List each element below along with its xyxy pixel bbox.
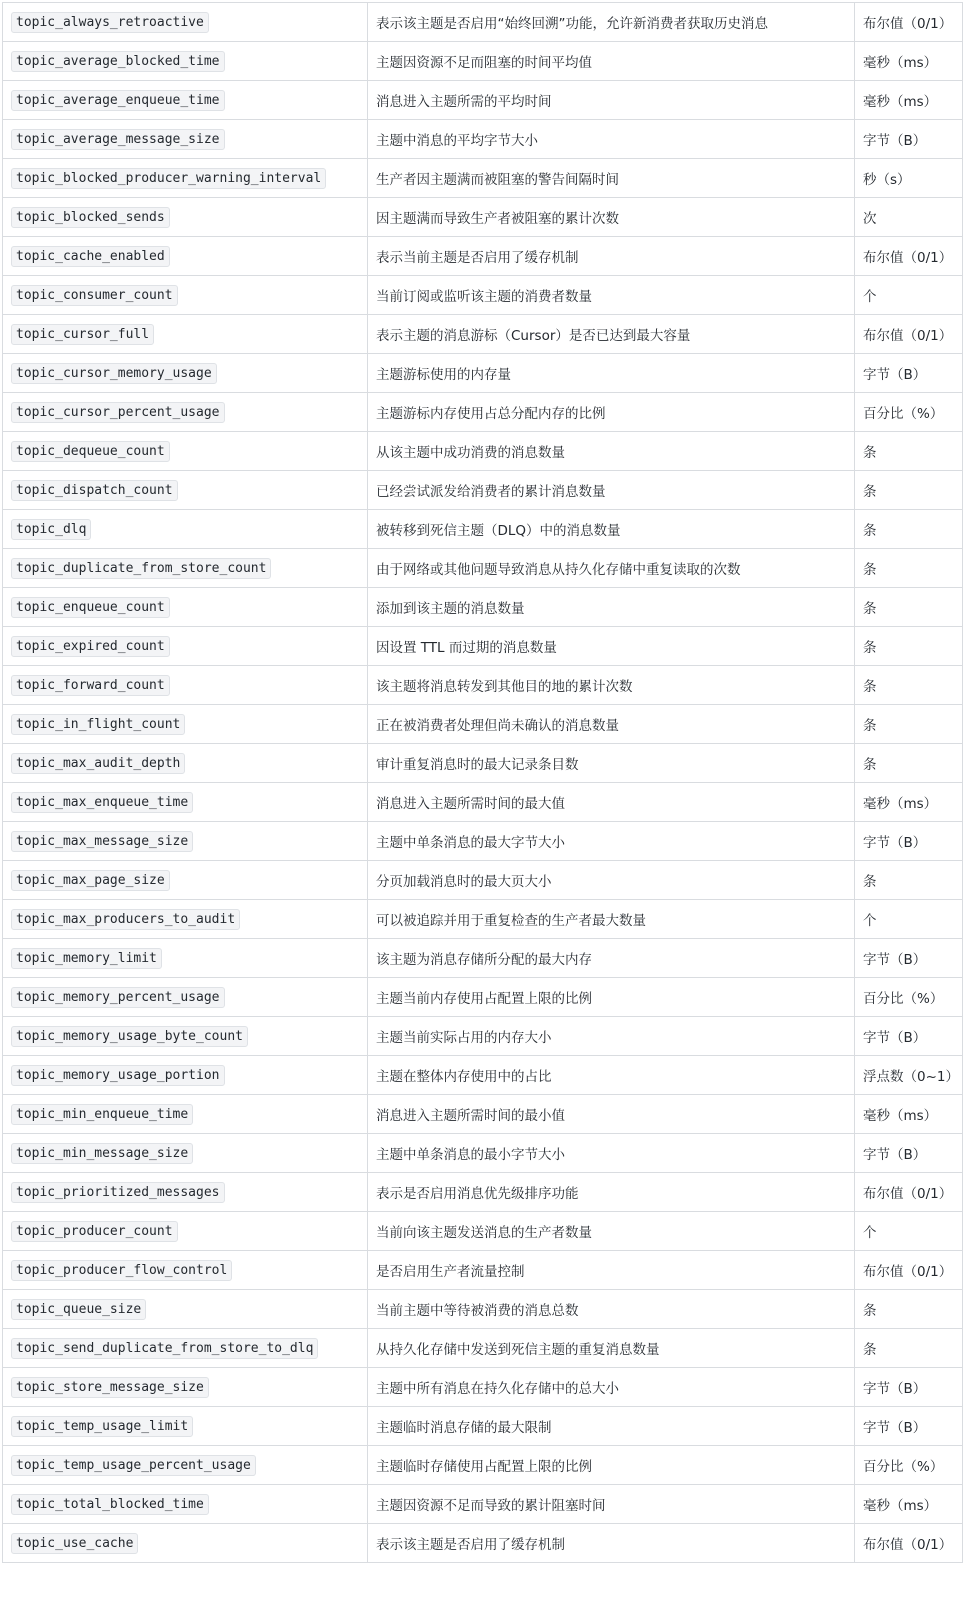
metric-unit: 条 — [855, 549, 963, 588]
metric-description: 主题因资源不足而阻塞的时间平均值 — [368, 42, 855, 81]
metric-description: 主题中消息的平均字节大小 — [368, 120, 855, 159]
metric-description: 主题当前内存使用占配置上限的比例 — [368, 978, 855, 1017]
metric-name: topic_producer_count — [11, 1221, 178, 1242]
metric-name: topic_duplicate_from_store_count — [11, 558, 271, 579]
metric-description: 表示该主题是否启用了缓存机制 — [368, 1524, 855, 1563]
metric-name: topic_temp_usage_percent_usage — [11, 1455, 256, 1476]
metric-unit: 字节（B） — [855, 822, 963, 861]
metric-name-cell — [3, 1368, 368, 1407]
metric-name: topic_forward_count — [11, 675, 170, 696]
metric-name: topic_memory_usage_byte_count — [11, 1026, 248, 1047]
metric-description: 主题中所有消息在持久化存储中的总大小 — [368, 1368, 855, 1407]
metric-unit: 百分比（%） — [855, 393, 963, 432]
table-row — [3, 861, 963, 900]
metric-description: 主题游标使用的内存量 — [368, 354, 855, 393]
table-row — [3, 1329, 963, 1368]
metric-name: topic_average_enqueue_time — [11, 90, 225, 111]
metric-name: topic_total_blocked_time — [11, 1494, 209, 1515]
metric-description: 被转移到死信主题（DLQ）中的消息数量 — [368, 510, 855, 549]
metric-name: topic_enqueue_count — [11, 597, 170, 618]
metric-name: topic_prioritized_messages — [11, 1182, 225, 1203]
metric-description: 可以被追踪并用于重复检查的生产者最大数量 — [368, 900, 855, 939]
metric-name: topic_memory_limit — [11, 948, 162, 969]
metric-name-cell — [3, 471, 368, 510]
metric-name: topic_max_audit_depth — [11, 753, 185, 774]
metric-unit: 个 — [855, 276, 963, 315]
metric-description: 已经尝试派发给消费者的累计消息数量 — [368, 471, 855, 510]
table-row — [3, 432, 963, 471]
metric-name-cell — [3, 1134, 368, 1173]
metric-name-cell — [3, 393, 368, 432]
table-row — [3, 1173, 963, 1212]
metrics-table-body — [3, 3, 963, 1563]
table-row — [3, 1446, 963, 1485]
metric-unit: 布尔值（0/1） — [855, 1173, 963, 1212]
metric-description: 主题中单条消息的最小字节大小 — [368, 1134, 855, 1173]
metric-name: topic_send_duplicate_from_store_to_dlq — [11, 1338, 318, 1359]
metric-name-cell — [3, 861, 368, 900]
table-row — [3, 3, 963, 42]
table-row — [3, 705, 963, 744]
metric-description: 当前主题中等待被消费的消息总数 — [368, 1290, 855, 1329]
table-row — [3, 120, 963, 159]
metric-unit: 次 — [855, 198, 963, 237]
metric-name-cell — [3, 315, 368, 354]
table-row — [3, 81, 963, 120]
table-row — [3, 42, 963, 81]
metric-description: 主题因资源不足而导致的累计阻塞时间 — [368, 1485, 855, 1524]
metric-name: topic_blocked_sends — [11, 207, 170, 228]
metric-unit: 字节（B） — [855, 1407, 963, 1446]
metric-unit: 字节（B） — [855, 120, 963, 159]
metric-description: 由于网络或其他问题导致消息从持久化存储中重复读取的次数 — [368, 549, 855, 588]
metric-name: topic_max_page_size — [11, 870, 170, 891]
table-row — [3, 939, 963, 978]
metric-name: topic_dequeue_count — [11, 441, 170, 462]
metric-description: 主题当前实际占用的内存大小 — [368, 1017, 855, 1056]
metric-unit: 字节（B） — [855, 354, 963, 393]
metric-name: topic_dlq — [11, 519, 91, 540]
metric-name-cell — [3, 705, 368, 744]
metric-description: 表示是否启用消息优先级排序功能 — [368, 1173, 855, 1212]
metric-name-cell — [3, 1290, 368, 1329]
table-row — [3, 627, 963, 666]
metric-unit: 布尔值（0/1） — [855, 3, 963, 42]
metric-name-cell — [3, 159, 368, 198]
metric-unit: 毫秒（ms） — [855, 783, 963, 822]
metric-description: 该主题将消息转发到其他目的地的累计次数 — [368, 666, 855, 705]
metric-unit: 字节（B） — [855, 1368, 963, 1407]
metric-description: 消息进入主题所需的平均时间 — [368, 81, 855, 120]
metric-name: topic_queue_size — [11, 1299, 146, 1320]
metric-unit: 毫秒（ms） — [855, 1485, 963, 1524]
table-row — [3, 1056, 963, 1095]
metric-unit: 毫秒（ms） — [855, 42, 963, 81]
metric-name-cell — [3, 120, 368, 159]
metric-description: 分页加载消息时的最大页大小 — [368, 861, 855, 900]
metric-unit: 条 — [855, 627, 963, 666]
metric-name: topic_always_retroactive — [11, 12, 209, 33]
metric-unit: 条 — [855, 588, 963, 627]
metric-name-cell — [3, 1524, 368, 1563]
metric-name: topic_max_producers_to_audit — [11, 909, 240, 930]
metric-name: topic_store_message_size — [11, 1377, 209, 1398]
table-row — [3, 666, 963, 705]
metric-unit: 条 — [855, 744, 963, 783]
metric-name-cell — [3, 42, 368, 81]
metric-name-cell — [3, 432, 368, 471]
metric-name-cell — [3, 3, 368, 42]
metric-name-cell — [3, 1017, 368, 1056]
table-row — [3, 1368, 963, 1407]
metric-name: topic_min_enqueue_time — [11, 1104, 193, 1125]
metric-description: 消息进入主题所需时间的最小值 — [368, 1095, 855, 1134]
metrics-table — [2, 2, 963, 1563]
metric-description: 生产者因主题满而被阻塞的警告间隔时间 — [368, 159, 855, 198]
metric-name-cell — [3, 744, 368, 783]
metric-unit: 布尔值（0/1） — [855, 237, 963, 276]
metric-name: topic_cache_enabled — [11, 246, 170, 267]
metric-name: topic_cursor_full — [11, 324, 154, 345]
metric-unit: 条 — [855, 666, 963, 705]
metric-description: 从持久化存储中发送到死信主题的重复消息数量 — [368, 1329, 855, 1368]
table-row — [3, 159, 963, 198]
metric-name-cell — [3, 666, 368, 705]
metric-name: topic_average_blocked_time — [11, 51, 225, 72]
table-row — [3, 1251, 963, 1290]
table-row — [3, 549, 963, 588]
metric-unit: 条 — [855, 861, 963, 900]
metric-description: 是否启用生产者流量控制 — [368, 1251, 855, 1290]
metric-name-cell — [3, 900, 368, 939]
table-row — [3, 276, 963, 315]
metric-name-cell — [3, 198, 368, 237]
metric-description: 添加到该主题的消息数量 — [368, 588, 855, 627]
metric-unit: 条 — [855, 1329, 963, 1368]
table-row — [3, 978, 963, 1017]
metric-description: 消息进入主题所需时间的最大值 — [368, 783, 855, 822]
metric-description: 当前订阅或监听该主题的消费者数量 — [368, 276, 855, 315]
metric-name: topic_use_cache — [11, 1533, 138, 1554]
metric-unit: 条 — [855, 471, 963, 510]
metric-description: 主题临时消息存储的最大限制 — [368, 1407, 855, 1446]
metric-name-cell — [3, 588, 368, 627]
table-row — [3, 900, 963, 939]
table-row — [3, 588, 963, 627]
metric-description: 因设置 TTL 而过期的消息数量 — [368, 627, 855, 666]
metric-unit: 条 — [855, 1290, 963, 1329]
metric-unit: 布尔值（0/1） — [855, 1524, 963, 1563]
metric-unit: 布尔值（0/1） — [855, 1251, 963, 1290]
metric-description: 正在被消费者处理但尚未确认的消息数量 — [368, 705, 855, 744]
metric-name-cell — [3, 627, 368, 666]
metric-unit: 布尔值（0/1） — [855, 315, 963, 354]
metric-name: topic_dispatch_count — [11, 480, 178, 501]
metric-unit: 毫秒（ms） — [855, 1095, 963, 1134]
table-row — [3, 1524, 963, 1563]
metric-name-cell — [3, 1485, 368, 1524]
metric-name-cell — [3, 822, 368, 861]
metric-name-cell — [3, 978, 368, 1017]
table-row — [3, 510, 963, 549]
metric-description: 表示当前主题是否启用了缓存机制 — [368, 237, 855, 276]
table-row — [3, 1485, 963, 1524]
table-row — [3, 1290, 963, 1329]
metric-name-cell — [3, 354, 368, 393]
metric-unit: 条 — [855, 432, 963, 471]
metric-name-cell — [3, 1095, 368, 1134]
metric-name-cell — [3, 1407, 368, 1446]
metric-unit: 百分比（%） — [855, 978, 963, 1017]
table-row — [3, 783, 963, 822]
metric-name: topic_memory_usage_portion — [11, 1065, 225, 1086]
metric-description: 审计重复消息时的最大记录条目数 — [368, 744, 855, 783]
metric-description: 表示该主题是否启用“始终回溯”功能，允许新消费者获取历史消息 — [368, 3, 855, 42]
metric-name-cell — [3, 237, 368, 276]
metric-name: topic_average_message_size — [11, 129, 225, 150]
metric-unit: 字节（B） — [855, 1017, 963, 1056]
table-row — [3, 1095, 963, 1134]
metric-name-cell — [3, 939, 368, 978]
metric-unit: 秒（s） — [855, 159, 963, 198]
table-row — [3, 822, 963, 861]
metric-name-cell — [3, 1173, 368, 1212]
metric-name: topic_blocked_producer_warning_interval — [11, 168, 326, 189]
metric-name-cell — [3, 1251, 368, 1290]
metric-name-cell — [3, 1446, 368, 1485]
metric-unit: 百分比（%） — [855, 1446, 963, 1485]
metric-name: topic_memory_percent_usage — [11, 987, 225, 1008]
metric-name-cell — [3, 549, 368, 588]
metric-name: topic_cursor_memory_usage — [11, 363, 217, 384]
metric-description: 主题在整体内存使用中的占比 — [368, 1056, 855, 1095]
metric-description: 主题游标内存使用占总分配内存的比例 — [368, 393, 855, 432]
metric-name: topic_temp_usage_limit — [11, 1416, 193, 1437]
metric-unit: 浮点数（0~1） — [855, 1056, 963, 1095]
table-row — [3, 471, 963, 510]
table-row — [3, 237, 963, 276]
metric-description: 当前向该主题发送消息的生产者数量 — [368, 1212, 855, 1251]
metric-name: topic_max_message_size — [11, 831, 193, 852]
metric-name-cell — [3, 276, 368, 315]
metric-name: topic_max_enqueue_time — [11, 792, 193, 813]
metric-name-cell — [3, 1056, 368, 1095]
metric-name-cell — [3, 1212, 368, 1251]
metric-unit: 字节（B） — [855, 939, 963, 978]
metric-unit: 毫秒（ms） — [855, 81, 963, 120]
table-row — [3, 198, 963, 237]
metric-description: 该主题为消息存储所分配的最大内存 — [368, 939, 855, 978]
metric-name: topic_expired_count — [11, 636, 170, 657]
metric-unit: 条 — [855, 705, 963, 744]
metric-unit: 个 — [855, 1212, 963, 1251]
table-row — [3, 1212, 963, 1251]
metric-unit: 条 — [855, 510, 963, 549]
metric-description: 主题临时存储使用占配置上限的比例 — [368, 1446, 855, 1485]
metric-description: 表示主题的消息游标（Cursor）是否已达到最大容量 — [368, 315, 855, 354]
metric-description: 主题中单条消息的最大字节大小 — [368, 822, 855, 861]
metric-name-cell — [3, 81, 368, 120]
metric-name-cell — [3, 1329, 368, 1368]
metric-unit: 个 — [855, 900, 963, 939]
metric-name: topic_min_message_size — [11, 1143, 193, 1164]
metric-name-cell — [3, 783, 368, 822]
metric-name: topic_in_flight_count — [11, 714, 185, 735]
table-row — [3, 1017, 963, 1056]
table-row — [3, 1407, 963, 1446]
table-row — [3, 393, 963, 432]
metric-name: topic_consumer_count — [11, 285, 178, 306]
metric-name-cell — [3, 510, 368, 549]
table-row — [3, 1134, 963, 1173]
table-row — [3, 354, 963, 393]
metric-name: topic_cursor_percent_usage — [11, 402, 225, 423]
metric-description: 因主题满而导致生产者被阻塞的累计次数 — [368, 198, 855, 237]
table-row — [3, 315, 963, 354]
metric-description: 从该主题中成功消费的消息数量 — [368, 432, 855, 471]
metric-unit: 字节（B） — [855, 1134, 963, 1173]
metric-name: topic_producer_flow_control — [11, 1260, 232, 1281]
table-row — [3, 744, 963, 783]
